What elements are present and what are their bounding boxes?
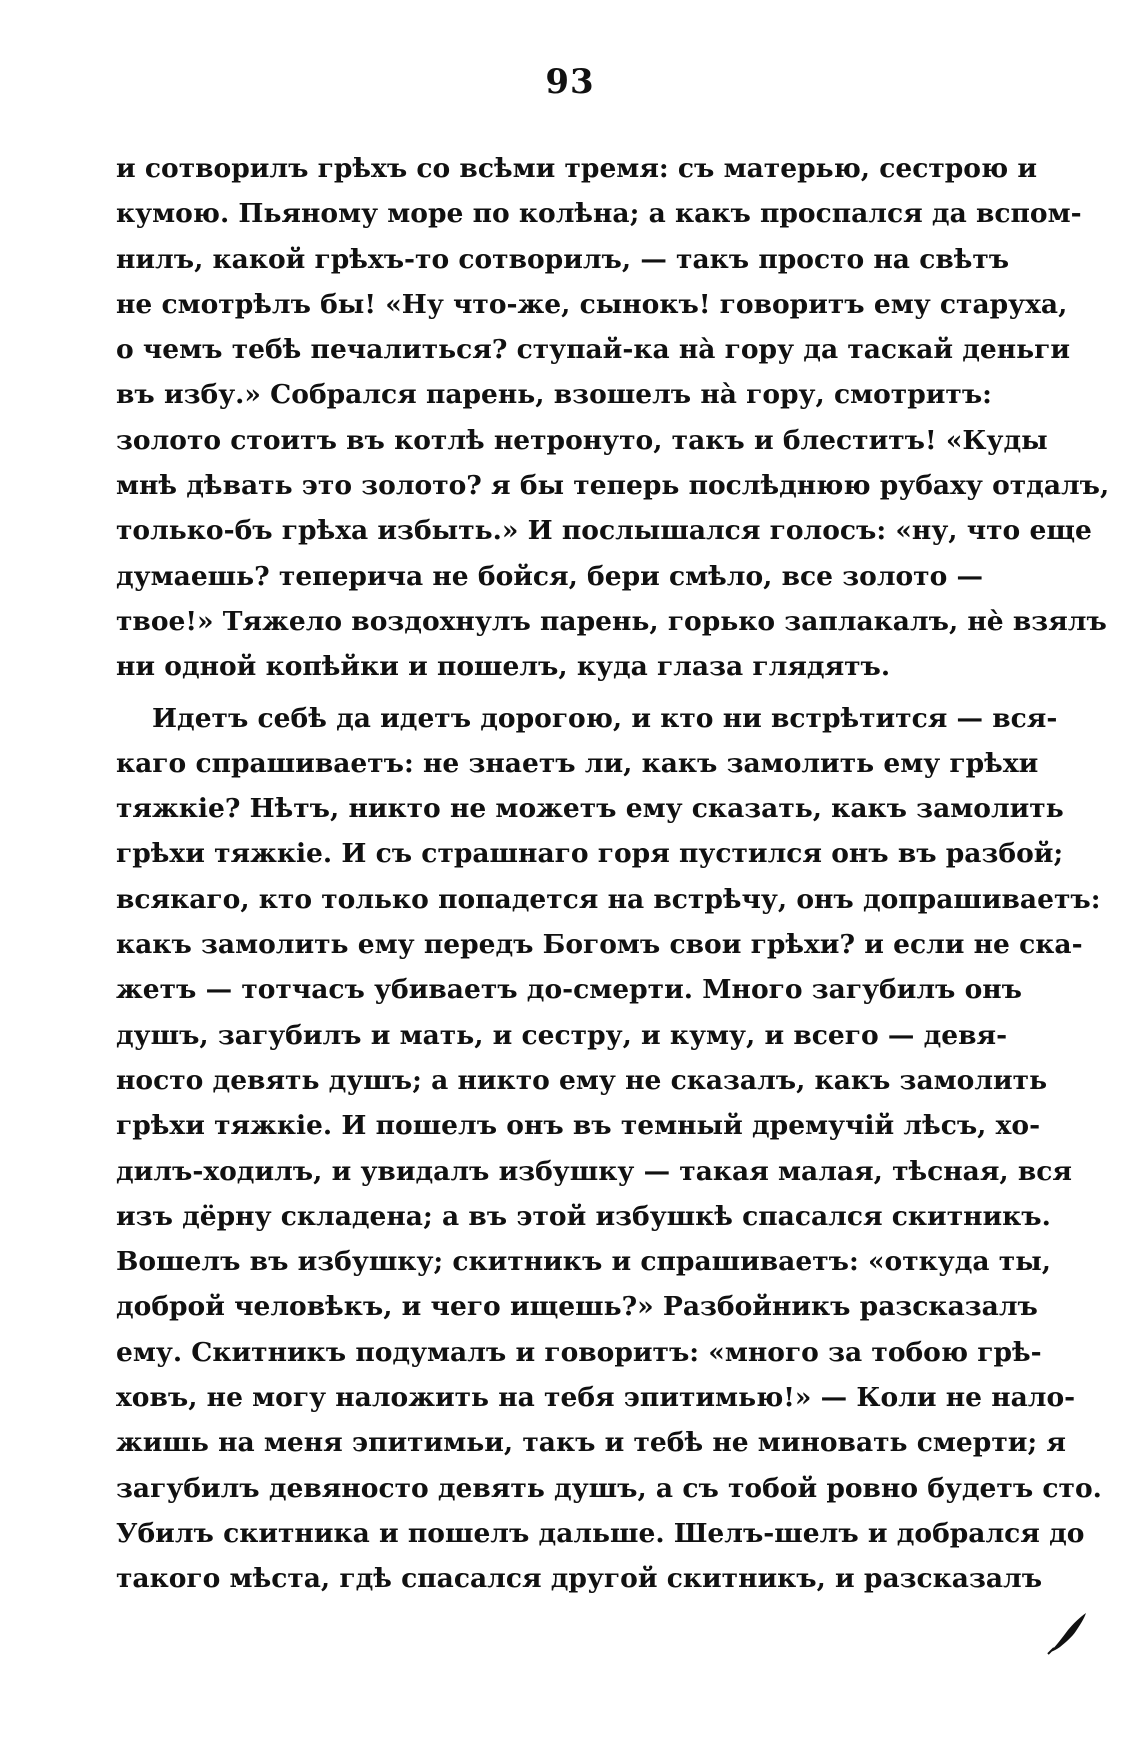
text-line: доброй человѣкъ, и чего ищешь?» Разбойникъ разсказалъ — [116, 1291, 1038, 1323]
text-line: въ избу.» Собрался парень, взошелъ на̀ гору, смотритъ: — [116, 379, 992, 411]
text-line: душъ, загубилъ и мать, и сестру, и куму, и всего — девя- — [116, 1019, 1008, 1051]
text-line: твое!» Тяжело воздохнулъ парень, горько заплакалъ, нѐ взялъ — [116, 605, 1107, 637]
text-line: ни одной копѣйки и пошелъ, куда глаза глядятъ. — [116, 651, 891, 683]
text-line: нилъ, какой грѣхъ-то сотворилъ, — такъ просто на свѣтъ — [116, 243, 1010, 275]
text-line: и сотворилъ грѣхъ со всѣми тремя: съ матерью, сестрою и — [116, 153, 1038, 184]
paragraph-2 — [116, 696, 1102, 1602]
text-line: Вошелъ въ избушку; скитникъ и спрашиваетъ: «откуда ты, — [116, 1246, 1051, 1278]
text-line: жишь на меня эпитимьи, такъ и тебѣ не миновать смерти; я — [116, 1427, 1066, 1459]
text-line: Убилъ скитника и пошелъ дальше. Шелъ-шелъ и добрался до — [116, 1517, 1085, 1549]
text-line: какъ замолить ему передъ Богомъ свои грѣхи? и если не ска- — [116, 929, 1083, 961]
body-text — [116, 146, 1110, 1602]
text-line: только-бъ грѣха избыть.» И послышался голосъ: «ну, что еще — [116, 515, 1092, 547]
text-line: ему. Скитникъ подумалъ и говоритъ: «много за тобою грѣ- — [116, 1336, 1042, 1368]
ink-blot-icon — [1046, 1610, 1090, 1656]
text-line: ховъ, не могу наложить на тебя эпитимью!» — Коли не нало- — [116, 1382, 1076, 1414]
text-line: жетъ — тотчасъ убиваетъ до-смерти. Много загубилъ онъ — [116, 974, 1023, 1006]
text-line: кумою. Пьяному море по колѣна; а какъ проспался да вспом- — [116, 198, 1082, 230]
text-line: такого мѣста, гдѣ спасался другой скитникъ, и разсказалъ — [116, 1563, 1043, 1595]
text-line: изъ дёрну складена; а въ этой избушкѣ спасался скитникъ. — [116, 1200, 1051, 1232]
text-line: всякаго, кто только попадется на встрѣчу, онъ допрашиваетъ: — [116, 883, 1101, 915]
text-line: не смотрѣлъ бы! «Ну что-же, сынокъ! говоритъ ему старуха, — [116, 288, 1068, 320]
paragraph-1 — [116, 146, 1110, 690]
text-line: каго спрашиваетъ: не знаетъ ли, какъ замолить ему грѣхи — [116, 747, 1039, 779]
text-line: тяжкіе? Нѣтъ, никто не можетъ ему сказать, какъ замолить — [116, 793, 1064, 825]
text-line: грѣхи тяжкіе. И пошелъ онъ въ темный дремучій лѣсъ, хо- — [116, 1110, 1041, 1142]
text-line: дилъ-ходилъ, и увидалъ избушку — такая малая, тѣсная, вся — [116, 1155, 1072, 1187]
page-number: 93 — [545, 62, 595, 102]
text-line: золото стоитъ въ котлѣ нетронуто, такъ и блеститъ! «Куды — [116, 424, 1048, 456]
text-line: загубилъ девяносто девять душъ, а съ тобой ровно будетъ сто. — [116, 1472, 1102, 1504]
text-line: грѣхи тяжкіе. И съ страшнаго горя пустился онъ въ разбой; — [116, 838, 1064, 870]
text-line: носто девять душъ; а никто ему не сказалъ, какъ замолить — [116, 1064, 1048, 1096]
text-line: Идетъ себѣ да идетъ дорогою, и кто ни встрѣтится — вся- — [152, 702, 1058, 734]
text-line: о чемъ тебѣ печалиться? ступай-ка на̀ гору да таскай деньги — [116, 334, 1071, 366]
text-line: думаешь? теперича не бойся, бери смѣло, все золото — — [116, 560, 984, 592]
text-line: мнѣ дѣвать это золото? я бы теперь послѣднюю рубаху отдалъ, — [116, 470, 1110, 502]
